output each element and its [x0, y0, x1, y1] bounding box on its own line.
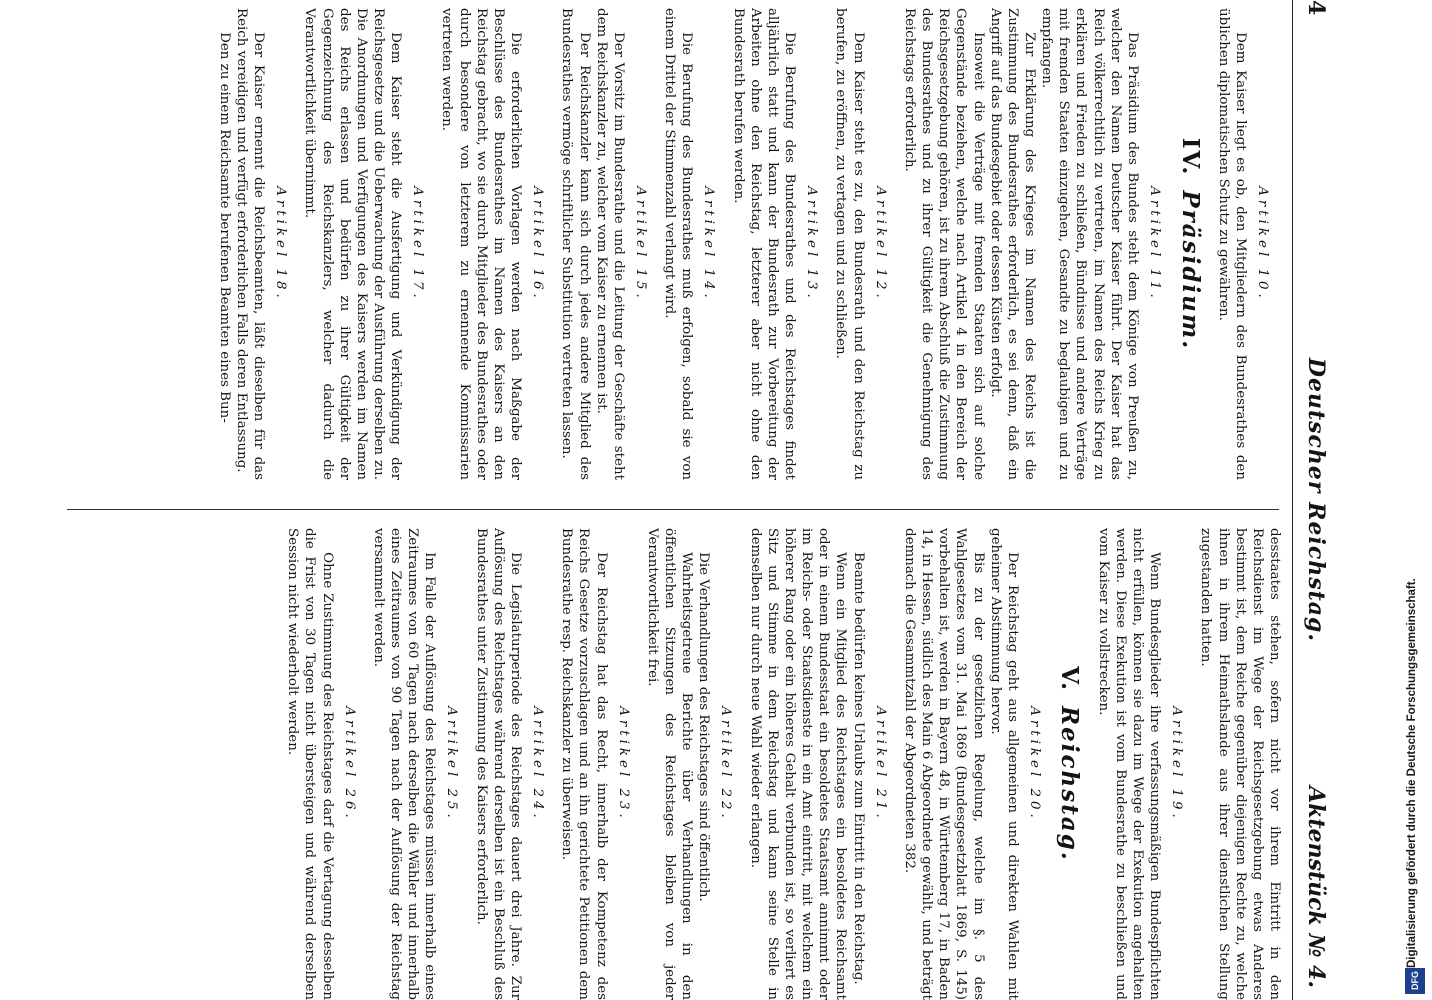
article-heading: Artikel 25. [444, 706, 460, 822]
paragraph: Im Falle der Auflösung des Reichstages müssen innerhalb eines Zeitraumes von 60 Tagen nach derselben die Wähler und innerhalb eines Zeitraumes von 90 Tagen nach der Auflösung der Reichstag versammelt werden. [370, 528, 438, 1000]
paragraph: Wahrheitsgetreue Berichte über Verhandlungen in den öffentlichen Sitzungen des Reichstages bleiben von jeder Verantwortlichkeit frei. [644, 528, 695, 1000]
paragraph: Die Berufung des Bundesrathes muß erfolgen, sobald sie von einem Drittel der Stimmenzahl verlangt wird. [662, 8, 695, 480]
article-heading: Artikel 21. [872, 706, 888, 822]
article-heading: Artikel 26. [341, 706, 357, 822]
article-heading: Artikel 20. [1027, 706, 1042, 822]
digitization-credit-strip [1400, 0, 1432, 1000]
article-heading: Artikel 17. [410, 186, 426, 302]
article-heading: Artikel 23. [615, 706, 631, 822]
paragraph: Bis zu der gesetzlichen Regelung, welche im §. 5 des Wahlgesetzes vom 31. Mai 1869 (Bundesgesetzblatt 1869, S. 145) vorbehalten ist, werden in Bayern 48, in Württemberg 17, in Baden 14, in Hessen, südlich des Main 6 Abgeordnete gewählt, und beträgt demnach die Gesammtzahl der Abgeordneten 382. [901, 528, 986, 1000]
paragraph: Wenn Bundesglieder ihre verfassungsmäßigen Bundespflichten nicht erfüllen, können sie dazu im Wege der Exekution angehalten werden. Diese Exekution ist vom Bundesrathe zu beschließen und vom Kaiser zu vollstrecken. [1095, 528, 1163, 1000]
paragraph: Die Verhandlungen des Reichstages sind öffentlich. [696, 552, 712, 902]
paragraph: Der Reichstag hat das Recht, innerhalb der Kompetenz des Reichs Gesetze vorzuschlagen und an ihn gerichtete Petitionen dem Bundesrathe resp. Reichskanzler zu überweisen. [559, 528, 609, 1000]
section-title: Reichstag. [1056, 706, 1084, 862]
paragraph: Den zu einem Reichsamte berufenen Beamten eines Bun- [216, 32, 232, 423]
paragraph: Der Vorsitz im Bundesrathe und die Leitung der Geschäfte steht dem Reichskanzler zu, welcher vom Kaiser zu ernennen ist. [593, 8, 626, 480]
article-heading: Artikel 12. [872, 186, 888, 302]
right-text-column [284, 528, 1283, 1000]
paragraph: Die erforderlichen Vorlagen werden nach Maßgabe der Beschlüsse des Bundesrathes im Namen des Kaisers an den Reichstag gebracht, wo sie durch Mitglieder des Bundesrathes oder durch besondere von letzterem zu ernennende Kommissarien vertreten werden. [439, 8, 524, 480]
paragraph: Die Legislaturperiode des Reichstages dauert drei Jahre. Zur Auflösung des Reichstages während derselben ist ein Beschluß des Bundesrathes unter Zustimmung des Kaisers erforderlich. [473, 528, 523, 1000]
article-heading: Artikel 14. [701, 186, 717, 302]
article-heading: Artikel 18. [273, 186, 289, 302]
paragraph: Die Berufung des Bundesrathes und des Reichstages findet alljährlich statt und kann der Bundesrath zur Vorbereitung der Arbeiten ohne den Reichstag, letzterer aber nicht ohne den Bundesrath berufen werden. [730, 8, 798, 480]
column-divider [67, 509, 1279, 510]
dfg-logo: DFG [1405, 968, 1425, 994]
article-heading: Artikel 16. [530, 186, 546, 302]
paragraph: Dem Kaiser steht es zu, den Bundesrath und den Reichstag zu berufen, zu eröffnen, zu vertagen und zu schließen. [833, 8, 866, 480]
running-title: Deutscher Reichstag. [1303, 357, 1329, 643]
paragraph: desstaates stehen, sofern nicht vor ihrem Eintritt in den Reichsdienst im Wege der Reichsgesetzgebung etwas Anderes bestimmt ist, dem Reiche gegenüber diejenigen Rechte zu, welche ihnen in ihrem Heimathslande aus ihrer dienstlichen Stellung zugestanden hatten. [1198, 528, 1282, 1000]
issue-label: Aktenstück № 4. [1303, 786, 1329, 988]
section-number: V. [1056, 666, 1084, 693]
section-heading [1055, 528, 1084, 1000]
article-heading: Artikel 13. [804, 186, 820, 302]
section-title: Präsidium. [1176, 190, 1204, 351]
paragraph: Der Reichskanzler kann sich durch jedes andere Mitglied des Bundesrathes vermöge schriftlicher Substitution vertreten lassen. [559, 8, 592, 480]
section-heading [1175, 8, 1204, 480]
article-heading: Artikel 24. [530, 706, 546, 822]
paragraph: Insoweit die Verträge mit fremden Staaten sich auf solche Gegenstände beziehen, welche nach Artikel 4 in den Bereich der Reichsgesetzgebung gehören, ist zu ihrem Abschluß die Zustimmung des Bundesrathes und zu ihrer Gültigkeit die Genehmigung des Reichstags erforderlich. [901, 8, 986, 480]
article-heading: Artikel 22. [718, 706, 734, 822]
paragraph: Beamte bedürfen keines Urlaubs zum Eintritt in den Reichstag. [850, 552, 866, 985]
section-number: IV. [1176, 137, 1204, 177]
paragraph: Zur Erklärung des Krieges im Namen des Reichs ist die Zustimmung des Bundesrathes erforderlich, es sei denn, daß ein Angriff auf das Bundesgebiet oder dessen Küsten erfolgt. [987, 8, 1037, 480]
article-heading: Artikel 15. [633, 186, 649, 302]
paragraph: Dem Kaiser steht die Ausfertigung und Verkündigung der Reichsgesetze und die Ueberwachung der Ausführung derselben zu. Die Anordnungen und Verfügungen des Kaisers werden im Namen des Reichs erlassen und bedürfen zu ihrer Gültigkeit der Gegenzeichnung des Reichskanzlers, welcher dadurch die Verantwortlichkeit übernimmt. [302, 8, 404, 480]
article-heading: Artikel 10. [1255, 186, 1270, 302]
header-rule [1292, 0, 1293, 1000]
digitization-credit: Digitalisierung gefördert durch die Deutsche Forschungsgemeinschaft. [1406, 578, 1418, 968]
paragraph: Der Kaiser ernennt die Reichsbeamten, läßt dieselben für das Reich vereidigen und verfügt erforderlichen Falls deren Entlassung. [233, 8, 267, 480]
paragraph: Dem Kaiser liegt es ob, den Mitgliedern des Bundesrathes den üblichen diplomatischen Schutz zu gewähren. [1215, 8, 1248, 480]
paragraph: Wenn ein Mitglied des Reichstages ein besoldetes Reichsamt oder in einem Bundesstaat ein besoldetes Staatsamt annimmt oder im Reichs- oder Staatsdienste in ein Amt eintritt, mit welchem ein höherer Rang oder ein höheres Gehalt verbunden ist, so verliert es Sitz und Stimme in dem Reichstag und kann seine Stelle in demselben nur durch neue Wahl wieder erlangen. [747, 528, 849, 1000]
paragraph: Das Präsidium des Bundes steht dem Könige von Preußen zu, welcher den Namen Deutscher Kaiser führt. Der Kaiser hat das Reich völkerrechtlich zu vertreten, im Namen des Reichs Krieg zu erklären und Frieden zu schließen, Bündnisse und andere Verträge mit fremden Staaten einzugehen, Gesandte zu beglaubigen und zu empfangen. [1039, 8, 1140, 480]
paragraph: Der Reichstag geht aus allgemeinen und direkten Wahlen mit geheimer Abstimmung hervor. [987, 528, 1020, 1000]
page-number: 4 [1303, 0, 1329, 16]
left-text-column [216, 8, 1283, 480]
article-heading: Artikel 19. [1169, 706, 1185, 822]
article-heading: Artikel 11. [1147, 186, 1163, 302]
paragraph: Ohne Zustimmung des Reichstages darf die Vertagung desselben die Frist von 30 Tagen nicht übersteigen und während derselben Session nicht wiederholt werden. [285, 528, 335, 1000]
